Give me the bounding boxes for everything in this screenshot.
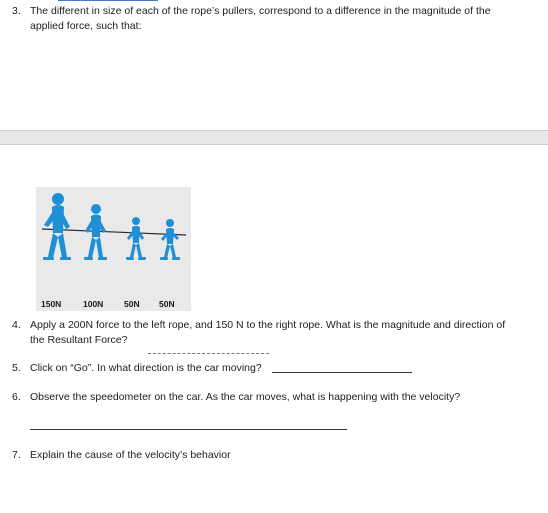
question-text: Explain the cause of the velocity’s behavior — [30, 449, 231, 461]
question-text-line-1: The different in size of each of the rope’s pullers, correspond to a difference in the magnitude of the — [30, 5, 491, 17]
puller-50n-a — [126, 217, 146, 260]
page-break — [0, 130, 548, 145]
force-label: 50N — [159, 299, 175, 309]
question-number: 6. — [12, 391, 21, 403]
puller-150n — [43, 193, 71, 260]
top-rule — [58, 0, 158, 1]
puller-50n-b — [160, 219, 180, 260]
question-text: Observe the speedometer on the car. As the car moves, what is happening with the velocity? — [30, 391, 461, 403]
rope-pullers-figure — [36, 187, 191, 311]
question-number: 3. — [12, 5, 21, 17]
rope-pullers-illustration — [36, 187, 191, 297]
answer-line-q5[interactable] — [272, 372, 412, 373]
question-number: 7. — [12, 449, 21, 461]
force-label: 100N — [83, 299, 104, 309]
answer-line-q4 — [148, 353, 269, 354]
force-label: 50N — [124, 299, 140, 309]
question-text: Click on “Go”. In what direction is the car moving? — [30, 362, 262, 374]
force-label: 150N — [41, 299, 62, 309]
question-number: 4. — [12, 319, 21, 331]
question-text-line-2: the Resultant Force? — [30, 334, 128, 346]
question-text-line-1: Apply a 200N force to the left rope, and 150 N to the right rope. What is the magnitude and direction of — [30, 319, 506, 331]
question-text-line-2: applied force, such that: — [30, 20, 142, 32]
question-number: 5. — [12, 362, 21, 374]
rope — [42, 229, 186, 235]
puller-100n — [84, 204, 107, 260]
answer-line-q6[interactable] — [30, 429, 347, 430]
